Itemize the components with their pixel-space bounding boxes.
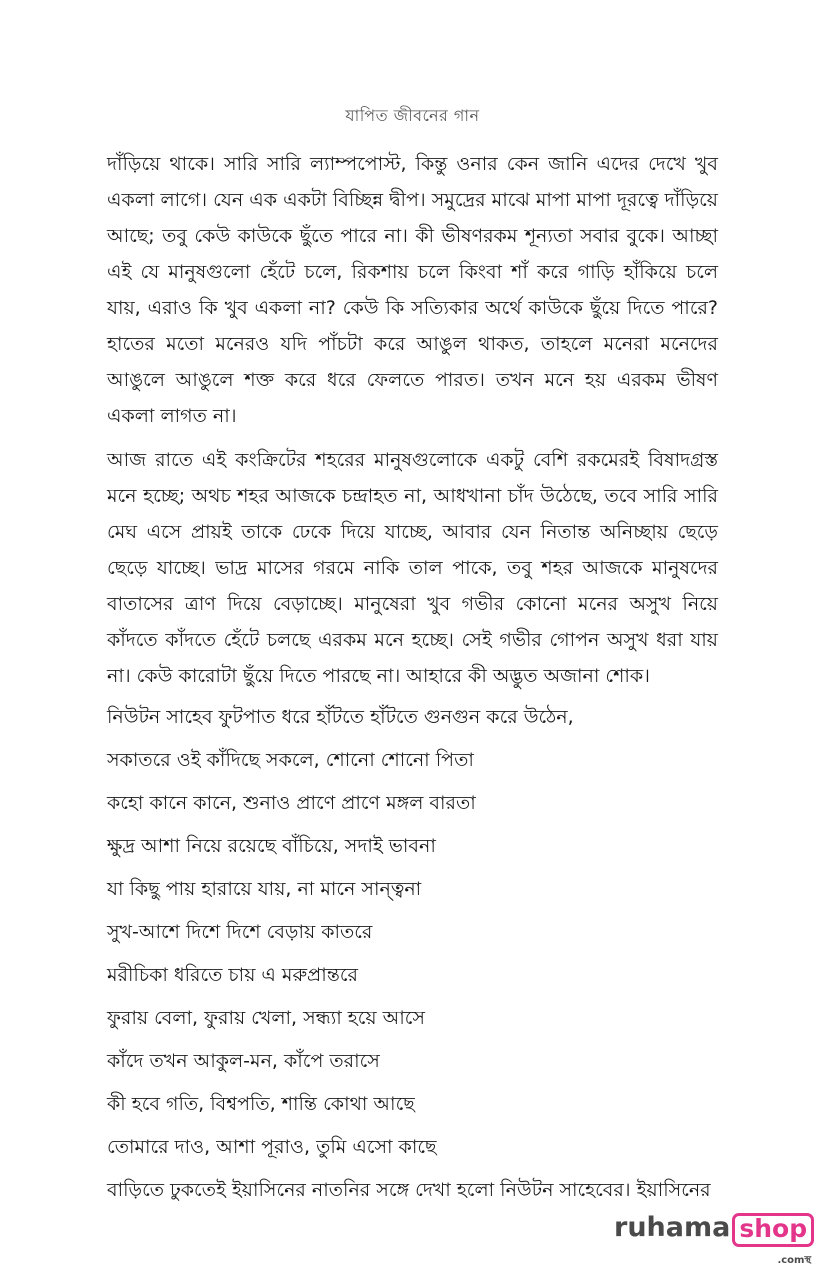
song-intro-line: নিউটন সাহেব ফুটপাত ধরে হাঁটতে হাঁটতে গুনগুন করে উঠেন, [107,706,574,728]
song-line-1: সকাতরে ওই কাঁদিছে সকলে, শোনো শোনো পিতা [107,749,474,771]
song-line-8: কাঁদে তখন আকুল-মন, কাঁপে তরাসে [107,1050,380,1072]
logo-suffix: .comস্থ [777,1255,812,1266]
paragraph-1: দাঁড়িয়ে থাকে। সারি সারি ল্যাম্পপোস্ট, কিন্তু ওনার কেন জানি এদের দেখে খুব একলা লাগে। যেন এক একটা বিচ্ছিন্ন দ্বীপ। সমুদ্রের মাঝে মাপা মাপা দূরত্বে দাঁড়িয়ে আছে; তবু কেউ কাউকে ছুঁতে পারে না। কী ভীষণরকম শূন্যতা সবার বুকে। আচ্ছা এই যে মানুষগুলো হেঁটে চলে, রিকশায় চলে কিংবা শাঁ করে গাড়ি হাঁকিয়ে চলে যায়, এরাও কি খুব একলা না? কেউ কি সত্যিকার অর্থে কাউকে ছুঁয়ে দিতে পারে? হাতের মতো মনেরও যদি পাঁচটা করে আঙুল থাকত, তাহলে মনেরা মনেদের আঙুলে আঙুলে শক্ত করে ধরে ফেলতে পারত। তখন মনে হয় এরকম ভীষণ একলা লাগত না। [107,153,718,427]
song-line-4: যা কিছু পায় হারায়ে যায়, না মানে সান্ত্বনা [107,878,422,900]
song-line-9: কী হবে গতি, বিশ্বপতি, শান্তি কোথা আছে [107,1093,415,1115]
logo-shop-text: shop [739,1214,808,1243]
song-line-7: ফুরায় বেলা, ফুরায় খেলা, সন্ধ্যা হয়ে আসে [107,1007,425,1029]
page-body [107,146,718,1218]
song-line-6: মরীচিকা ধরিতে চায় এ মরুপ্রান্তরে [107,964,358,986]
song-line-5: সুখ-আশে দিশে দিশে বেড়ায় কাতরে [107,921,373,943]
paragraph-2: আজ রাতে এই কংক্রিটের শহরের মানুষগুলোকে একটু বেশি রকমেরই বিষাদগ্রস্ত মনে হচ্ছে; অথচ শহর আজকে চন্দ্রাহত না, আধখানা চাঁদ উঠেছে, তবে সারি সারি মেঘ এসে প্রায়ই তাকে ঢেকে দিয়ে যাচ্ছে, আবার যেন নিতান্ত অনিচ্ছায় ছেড়ে ছেড়ে যাচ্ছে। ভাদ্র মাসের গরমে নাকি তাল পাকে, তবু শহর আজকে মানুষদের বাতাসের ত্রাণ দিয়ে বেড়াচ্ছে। মানুষেরা খুব গভীর কোনো মনের অসুখ নিয়ে কাঁদতে কাঁদতে হেঁটে চলছে এরকম মনে হচ্ছে। সেই গভীর গোপন অসুখ ধরা যায় না। কেউ কারোটা ছুঁয়ে দিতে পারছে না। আহারে কী অদ্ভুত অজানা শোক। [107,449,718,687]
song-line-2: কহো কানে কানে, শুনাও প্রাণে প্রাণে মঙ্গল বারতা [107,792,476,814]
running-title: যাপিত জীবনের গান [345,106,480,125]
logo-brand-right [732,1213,814,1266]
ruhamashop-logo [614,1212,814,1266]
logo-brand-left: ruhama [614,1212,731,1243]
song-line-10: তোমারে দাও, আশা পূরাও, তুমি এসো কাছে [107,1136,437,1158]
song-line-3: ক্ষুদ্র আশা নিয়ে রয়েছে বাঁচিয়ে, সদাই ভাবনা [107,835,436,857]
closing-line: বাড়িতে ঢুকতেই ইয়াসিনের নাতনির সঙ্গে দেখা হলো নিউটন সাহেবের। ইয়াসিনের [107,1179,711,1201]
